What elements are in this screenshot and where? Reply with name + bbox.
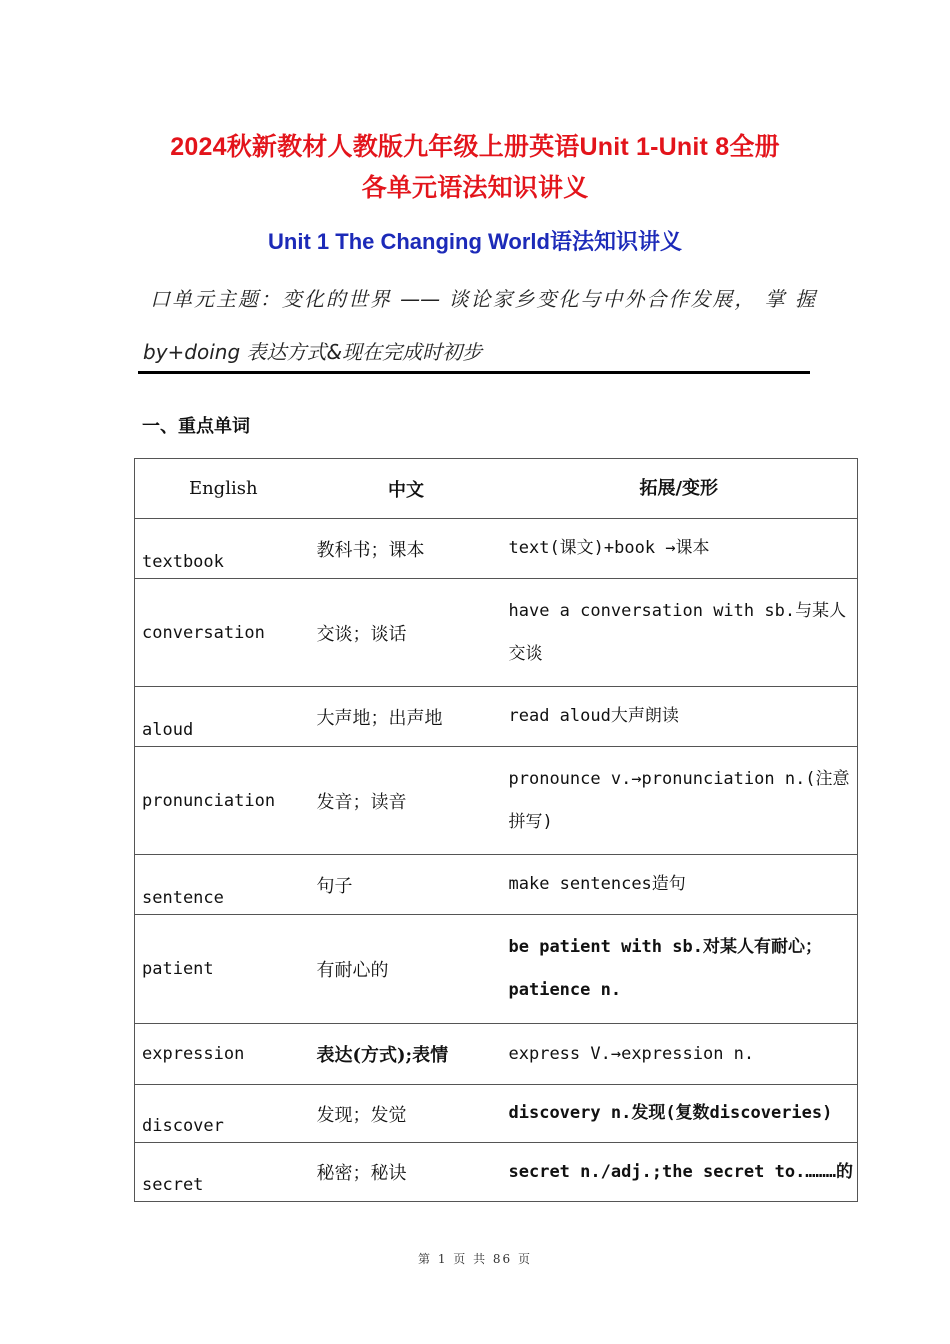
unit-title: Unit 1 The Changing World语法知识讲义 (268, 229, 682, 254)
word-zh: 句子 (312, 855, 501, 915)
vocabulary-table (134, 458, 858, 1202)
document-title-line1: 2024秋新教材人教版九年级上册英语Unit 1-Unit 8全册 (170, 133, 780, 161)
word-zh: 大声地；出声地 (312, 687, 501, 747)
table-row (135, 1024, 858, 1085)
word-zh: 发现；发觉 (312, 1085, 501, 1143)
word-zh: 发音；读音 (312, 747, 501, 855)
document-title-line2: 各单元语法知识讲义 (361, 174, 589, 202)
word-en: conversation (135, 579, 312, 687)
word-zh: 教科书；课本 (312, 519, 501, 579)
word-ext: read aloud大声朗读 (501, 687, 858, 747)
word-en: expression (135, 1024, 312, 1085)
word-zh: 表达(方式);表情 (312, 1024, 501, 1085)
word-zh: 交谈；谈话 (312, 579, 501, 687)
word-en: pronunciation (135, 747, 312, 855)
unit-theme-line1: 口单元主题：变化的世界 —— 谈论家乡变化与中外合作发展， 掌 握 (150, 287, 815, 311)
table-row (135, 1143, 858, 1202)
word-en: aloud (135, 687, 312, 747)
table-row (135, 579, 858, 687)
table-row (135, 519, 858, 579)
word-zh: 秘密；秘诀 (312, 1143, 501, 1202)
word-zh: 有耐心的 (312, 915, 501, 1024)
word-ext: express V.→expression n. (501, 1024, 858, 1085)
header-extension: 拓展/变形 (501, 459, 858, 519)
word-en: secret (135, 1143, 312, 1202)
table-row (135, 855, 858, 915)
table-row (135, 915, 858, 1024)
word-ext: pronounce v.→pronunciation n.(注意拼写) (501, 747, 858, 855)
word-en: textbook (135, 519, 312, 579)
word-ext: have a conversation with sb.与某人交谈 (501, 579, 858, 687)
divider-rule (138, 371, 810, 374)
unit-theme-line2: by+doing 表达方式&现在完成时初步 (143, 340, 483, 364)
table-header-row (135, 459, 858, 519)
word-ext: text(课文)+book →课本 (501, 519, 858, 579)
section-heading: 一、重点单词 (142, 416, 250, 437)
header-chinese: 中文 (312, 459, 501, 519)
word-ext: discovery n.发现(复数discoveries) (501, 1085, 858, 1143)
header-english: English (135, 459, 312, 519)
word-ext: secret n./adj.;the secret to.………的 (501, 1143, 858, 1202)
table-row (135, 687, 858, 747)
word-en: sentence (135, 855, 312, 915)
word-ext: make sentences造句 (501, 855, 858, 915)
word-en: discover (135, 1085, 312, 1143)
word-ext: be patient with sb.对某人有耐心；patience n. (501, 915, 858, 1024)
page-footer: 第 1 页 共 86 页 (418, 1252, 532, 1266)
table-row (135, 747, 858, 855)
word-en: patient (135, 915, 312, 1024)
table-row (135, 1085, 858, 1143)
